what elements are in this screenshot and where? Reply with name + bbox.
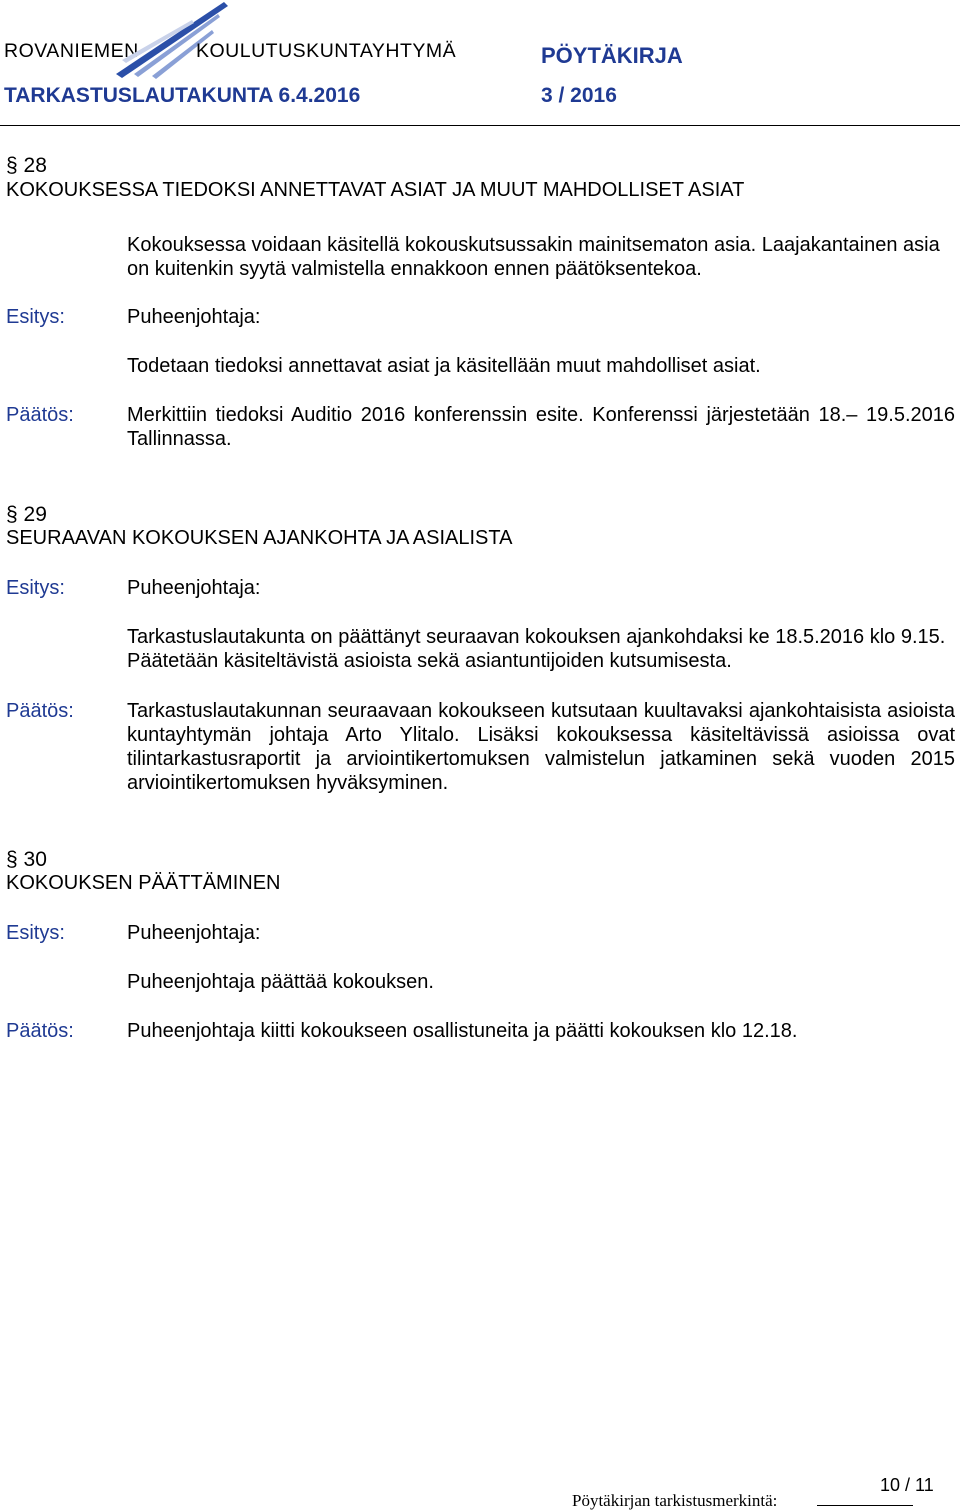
esitys-text: Todetaan tiedoksi annettavat asiat ja käsitellään muut mahdolliset asiat.: [127, 355, 761, 377]
org-name-right: KOULUTUSKUNTAYHTYMÄ: [196, 40, 457, 62]
signature-line: [817, 1505, 913, 1506]
section-intro: Kokouksessa voidaan käsitellä kokouskutsussakin mainitsematon asia. Laajakantainen asia on kuitenkin syytä valmistella ennakkoon ennen päätöksentekoa.: [127, 234, 940, 280]
esitys-text: Puheenjohtaja päättää kokouksen.: [127, 971, 434, 993]
esitys-text: Tarkastuslautakunta on päättänyt seuraavan kokouksen ajankohdaksi ke 18.5.2016 klo 9.15. Päätetään käsiteltävistä asioista sekä asiantuntijoiden kutsumisesta.: [127, 626, 946, 672]
paatos-text: Puheenjohtaja kiitti kokoukseen osallistuneita ja päätti kokouksen klo 12.18.: [127, 1020, 798, 1042]
check-mark-label: Pöytäkirjan tarkistusmerkintä:: [572, 1491, 778, 1510]
esitys-label: Esitys:: [6, 306, 65, 328]
committee-and-date: TARKASTUSLAUTAKUNTA 6.4.2016: [4, 84, 361, 107]
esitys-presenter: Puheenjohtaja:: [127, 577, 261, 599]
org-name-left: ROVANIEMEN: [4, 40, 139, 62]
section-title: SEURAAVAN KOKOUKSEN AJANKOHTA JA ASIALISTA: [6, 527, 513, 549]
page-number: 10 / 11: [880, 1475, 934, 1495]
document-type: PÖYTÄKIRJA: [541, 43, 683, 68]
esitys-label: Esitys:: [6, 922, 65, 944]
section-number: § 29: [6, 503, 47, 526]
esitys-presenter: Puheenjohtaja:: [127, 306, 261, 328]
paatos-label: Päätös:: [6, 404, 74, 426]
paatos-label: Päätös:: [6, 700, 74, 722]
section-title: KOKOUKSESSA TIEDOKSI ANNETTAVAT ASIAT JA MUUT MAHDOLLISET ASIAT: [6, 179, 745, 201]
section-title: KOKOUKSEN PÄÄTTÄMINEN: [6, 872, 281, 894]
section-number: § 28: [6, 154, 47, 177]
minutes-number: 3 / 2016: [541, 84, 617, 107]
header-divider: [0, 125, 960, 126]
paatos-text: Tarkastuslautakunnan seuraavaan kokoukseen kutsutaan kuultavaksi ajankohtaisista asioista kuntayhtymän johtaja Arto Ylitalo. Lisäksi kokouksessa käsiteltävissä asioissa ovat tilintarkastusraportit ja arviointikertomuksen valmistelun jatkaminen sekä vuoden 2015 arviointikertomuksen hyväksyminen.: [127, 700, 955, 794]
section-number: § 30: [6, 848, 47, 871]
esitys-label: Esitys:: [6, 577, 65, 599]
paatos-text: Merkittiin tiedoksi Auditio 2016 konferenssin esite. Konferenssi järjestetään 18.– 19.5.2016 Tallinnassa.: [127, 404, 955, 450]
paatos-label: Päätös:: [6, 1020, 74, 1042]
esitys-presenter: Puheenjohtaja:: [127, 922, 261, 944]
